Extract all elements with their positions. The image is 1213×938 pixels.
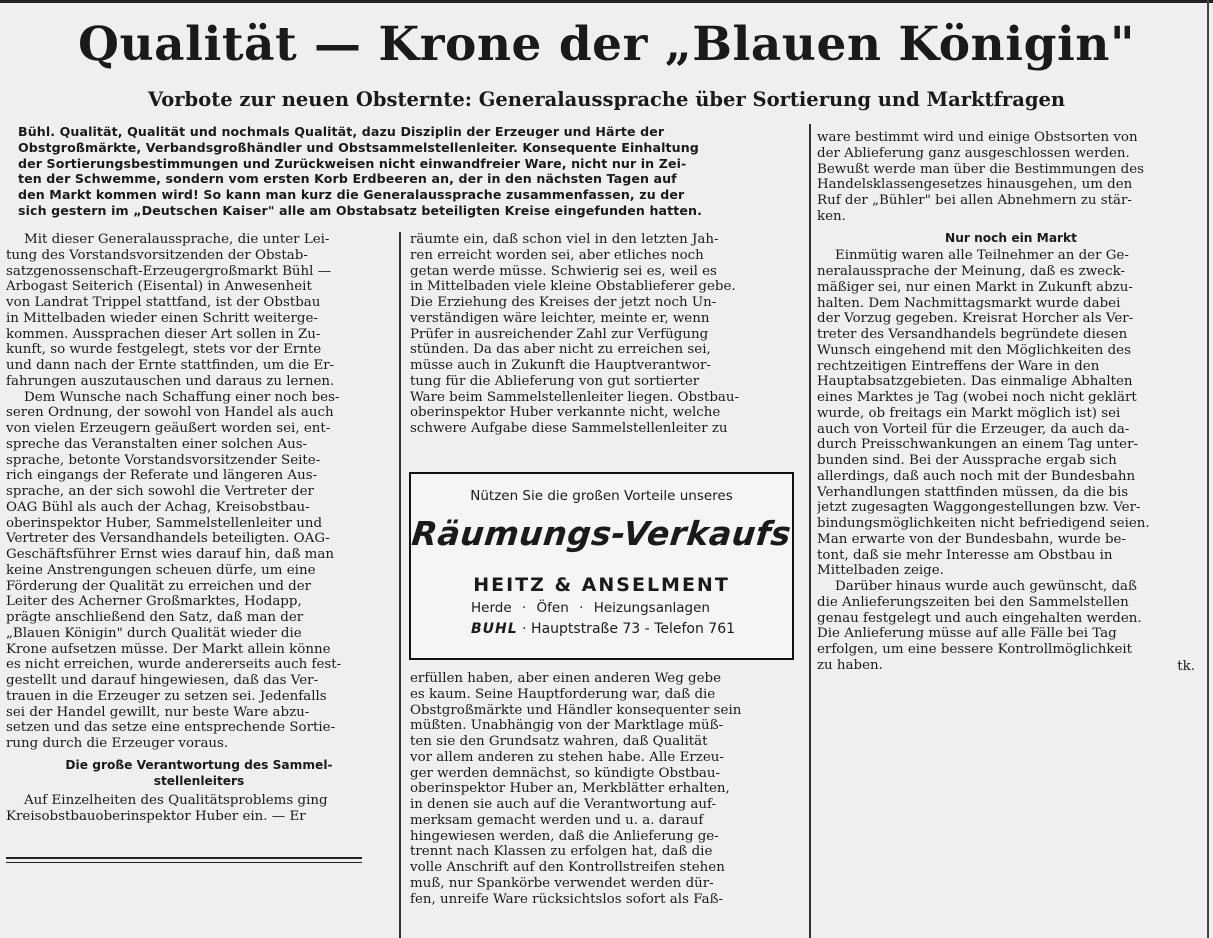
text-line: erfolgen, um eine bessere Kontrollmöglichkeit (817, 642, 1133, 657)
ad-company: HEITZ & ANSELMENT (473, 574, 730, 596)
column-2-top (410, 232, 802, 437)
subheading-line: stellenleiters (153, 773, 245, 788)
text-line: Leiter des Acherner Großmarktes, Hodapp, (6, 594, 302, 610)
text-line: oberinspektor Huber verkannte nicht, welche (410, 405, 721, 421)
text-line: zu haben. (817, 657, 883, 673)
text-line: keine Anstrengungen scheuen dürfe, um eine (6, 562, 316, 578)
column-rule-1 (399, 232, 401, 938)
column-rule-2 (809, 124, 811, 938)
text-line: mäßiger sei, nur einen Markt in Zukunft abzu- (817, 279, 1133, 295)
ad-product-3: Heizungsanlagen (593, 600, 710, 616)
column-1-subheading (6, 758, 392, 790)
text-line: sprache, an der sich sowohl die Vertreter der (6, 484, 314, 499)
text-line: Ruf der „Bühler" bei allen Abnehmern zu stär- (817, 193, 1132, 208)
text-line: satzgenossenschaft-Erzeugergroßmarkt Bühl — (6, 263, 332, 279)
column-3-body (817, 248, 1205, 673)
text-line: Prüfer in ausreichender Zahl zur Verfügung (410, 326, 709, 342)
text-line: verständigen wäre leichter, meinte er, wenn (410, 310, 710, 326)
text-line: es nicht erreichen, wurde andererseits auch fest- (6, 657, 342, 673)
column-1-tail (6, 793, 392, 825)
text-line: prägte anschließend den Satz, daß man der (6, 610, 304, 625)
text-line: vor allem anderen zu stehen habe. Alle Erzeu- (410, 749, 724, 765)
text-line: seren Ordnung, der sowohl von Handel als auch (6, 405, 334, 421)
text-line: allerdings, daß auch noch mit der Bundesbahn (817, 468, 1136, 484)
text-line: müßten. Unabhängig von der Marktlage müß- (410, 718, 724, 734)
lead-line: der Sortierungsbestimmungen und Zurückweisen nicht einwandfreier Ware, nicht nur in Zei- (18, 155, 687, 171)
text-line: Mittelbaden zeige. (817, 563, 944, 579)
text-line: trennt nach Klassen zu erfolgen hat, daß die (410, 844, 713, 860)
text-line: rich eingangs der Referate und längeren Aus- (6, 468, 318, 484)
text-line: rechtzeitigen Eintreffens der Ware in den (817, 358, 1100, 374)
text-line: spreche das Veranstalten einer solchen Aus- (6, 436, 308, 452)
text-line: halten. Dem Nachmittagsmarkt wurde dabei (817, 295, 1121, 311)
text-line: Geschäftsführer Ernst wies darauf hin, daß man (6, 547, 334, 562)
text-line: die Anlieferungszeiten bei den Sammelstellen (817, 594, 1129, 610)
advertisement (409, 472, 794, 660)
text-line: oberinspektor Huber, Sammelstellenleiter und (6, 515, 323, 531)
text-line: Vertreter des Versandhandels beteiligten. OAG- (6, 531, 330, 547)
text-line: Verhandlungen stattfinden müssen, da die bis (817, 484, 1129, 500)
text-line: Einmütig waren alle Teilnehmer an der Ge- (835, 248, 1129, 264)
text-line: erfüllen haben, aber einen anderen Weg gebe (410, 671, 722, 686)
text-line: stünden. Da das aber nicht zu erreichen sei, (410, 342, 711, 358)
text-line: müsse auch in Zukunft die Hauptverantwor- (410, 358, 711, 373)
text-line: merksam gemacht werden und u. a. darauf (410, 812, 704, 828)
column-2-bottom (410, 671, 802, 907)
text-line: kunft, so wurde festgelegt, stets vor der Ernte (6, 342, 322, 358)
text-line: ger werden demnächst, so kündigte Obstbau- (410, 765, 721, 781)
text-line: „Blauen Königin" durch Qualität wieder die (6, 625, 302, 641)
text-line: setzen und das setze eine entsprechende Sortie- (6, 720, 336, 736)
ad-intro: Nützen Sie die großen Vorteile unseres (470, 488, 733, 504)
text-line: auch von Vorteil für die Erzeuger, da auch da- (817, 421, 1130, 437)
column-3-subheading: Nur noch ein Markt (945, 230, 1077, 245)
text-line: treter des Versandhandels begründete diesen (817, 327, 1128, 342)
text-line: es kaum. Seine Hauptforderung war, daß die (410, 686, 716, 702)
section-end-rule-2 (6, 862, 362, 863)
top-rule (0, 0, 1213, 3)
column-1-body (6, 232, 392, 752)
text-line: ren erreicht worden sei, aber etliches noch (410, 247, 704, 263)
text-line: Krone aufsetzen müsse. Der Markt allein könne (6, 641, 331, 657)
lead-line: den Markt kommen wird! So kann man kurz die Generalaussprache zusammenfassen, zu der (18, 187, 685, 202)
ad-products: Herde · Öfen · Heizungsanlagen (471, 600, 710, 616)
text-line: trauen in die Erzeuger zu setzen sei. Jedenfalls (6, 688, 327, 704)
text-line: Die Erziehung des Kreises der jetzt noch Un- (410, 295, 717, 310)
lead-line: Obstgroßmärkte, Verbandsgroßhändler und Obstsammelstellenleiter. Konsequente Einhaltung (18, 139, 699, 155)
headline: Qualität — Krone der „Blauen Königin" (78, 17, 1135, 72)
text-line: Die Anlieferung müsse auf alle Fälle bei Tag (817, 626, 1117, 642)
text-line: bindungsmöglichkeiten nicht befriedigend seien. (817, 516, 1150, 531)
text-line: schwere Aufgabe diese Sammelstellenleiter zu (410, 421, 728, 436)
text-line: sprache, betonte Vorstandsvorsitzender Seite- (6, 452, 321, 468)
text-line: und dann nach der Ernte stattfinden, um die Er- (6, 358, 335, 373)
text-line: genau festgelegt und auch eingehalten werden. (817, 610, 1142, 626)
text-line: von Landrat Trippel stattfand, ist der Obstbau (6, 295, 321, 310)
text-line: muß, nur Spankörbe verwendet werden dür- (410, 875, 714, 891)
text-line: Mit dieser Generalaussprache, die unter Lei- (24, 232, 330, 247)
lead-line: ten der Schwemme, sondern vom ersten Korb Erdbeeren an, der in den nächsten Tagen auf (18, 171, 677, 187)
text-line: tung für die Ablieferung von gut sortierter (410, 373, 700, 389)
text-line: wurde, ob freitags ein Markt möglich ist) sei (817, 405, 1121, 421)
text-line: Dem Wunsche nach Schaffung einer noch bes- (24, 389, 340, 405)
text-line: Hauptabsatzgebieten. Das einmalige Abhalten (817, 374, 1133, 390)
ad-phone: Telefon 761 (654, 621, 736, 637)
text-line: ten sie den Grundsatz wahren, daß Qualität (410, 734, 708, 749)
ad-product-2: Öfen (536, 600, 569, 616)
text-line: OAG Bühl als auch der Achag, Kreisobstbau- (6, 499, 310, 515)
section-end-rule-1 (6, 857, 362, 859)
text-line: Arbogast Seiterich (Eisental) in Anwesenheit (6, 279, 312, 295)
text-line: Obstgroßmärkte und Händler konsequenter sein (410, 702, 742, 718)
right-border-rule (1207, 0, 1209, 938)
text-line: sei der Handel gewillt, nur beste Ware abzu- (6, 704, 310, 720)
author-signature: tk. (1177, 658, 1195, 674)
text-line: durch Preisschwankungen an einem Tag unter- (817, 437, 1139, 453)
text-line: fen, unreife Ware rücksichtslos sofort als Faß- (410, 891, 724, 907)
text-line: Auf Einzelheiten des Qualitätsproblems ging (24, 793, 328, 809)
text-line: Kreisobstbauoberinspektor Huber ein. — Er (6, 809, 306, 824)
text-line: volle Anschrift auf den Kontrollstreifen stehen (410, 860, 725, 875)
lead-line: sich gestern im „Deutschen Kaiser" alle am Obstabsatz beteiligten Kreise eingefunden hatten. (18, 202, 702, 218)
text-line: ware bestimmt wird und einige Obstsorten von (817, 130, 1138, 145)
ad-product-1: Herde (471, 600, 512, 616)
text-line: bunden sind. Bei der Aussprache ergab sich (817, 453, 1117, 468)
text-line: rung durch die Erzeuger voraus. (6, 736, 229, 751)
text-line: der Vorzug gegeben. Kreisrat Horcher als Ver- (817, 311, 1134, 327)
ad-address: BUHL · Hauptstraße 73 - Telefon 761 (471, 621, 736, 637)
lead-line: Bühl. Qualität, Qualität und nochmals Qualität, dazu Disziplin der Erzeuger und Härte der (18, 124, 665, 139)
text-line: tung des Vorstandsvorsitzenden der Obstab- (6, 247, 308, 263)
text-line: Darüber hinaus wurde auch gewünscht, daß (835, 579, 1137, 594)
text-line: eines Marktes je Tag (wobei noch nicht geklärt (817, 390, 1137, 405)
text-line: Bewußt werde man über die Bestimmungen des (817, 161, 1145, 177)
column-1 (6, 232, 392, 825)
text-line: Förderung der Qualität zu erreichen und der (6, 578, 312, 594)
text-line: neralaussprache der Meinung, daß es zweck- (817, 264, 1126, 279)
text-line: Wunsch eingehend mit den Möglichkeiten des (817, 342, 1131, 358)
ad-street: Hauptstraße 73 (531, 621, 641, 637)
text-line: in Mittelbaden viele kleine Obstablieferer gebe. (410, 279, 736, 295)
text-line: der Ablieferung ganz ausgeschlossen werden. (817, 145, 1130, 161)
column-3 (817, 130, 1205, 674)
text-line: jetzt zugesagten Waggongestellungen bzw. Ver- (817, 500, 1141, 516)
text-line: von vielen Erzeugern geäußert worden sei, ent- (6, 421, 331, 436)
text-line: getan werde müsse. Schwierig sei es, weil es (410, 263, 717, 279)
text-line: hingewiesen werden, daß die Anlieferung ge- (410, 828, 719, 844)
lead-paragraph (18, 124, 808, 219)
text-line: oberinspektor Huber an, Merkblätter erhalten, (410, 781, 730, 797)
text-line: fahrungen auszutauschen und daraus zu lernen. (6, 373, 335, 389)
ad-city: BUHL (471, 621, 518, 637)
text-line: Handelsklassengesetzes hinausgehen, um den (817, 177, 1133, 193)
ad-title: Räumungs-Verkaufs (409, 514, 794, 553)
subheading-line: Die große Verantwortung des Sammel- (65, 757, 333, 772)
text-line: gestellt und darauf hingewiesen, daß das Ver- (6, 673, 319, 688)
text-line: tont, daß sie mehr Interesse am Obstbau in (817, 547, 1113, 563)
text-line: ken. (817, 208, 846, 224)
text-line: Ware beim Sammelstellenleiter liegen. Obstbau- (410, 389, 740, 405)
text-line: räumte ein, daß schon viel in den letzten Jah- (410, 232, 719, 247)
column-3-intro (817, 130, 1205, 225)
text-line: in Mittelbaden wieder einen Schritt weiterge- (6, 310, 318, 326)
text-line: kommen. Aussprachen dieser Art sollen in Zu- (6, 326, 321, 342)
subheadline: Vorbote zur neuen Obsternte: Generalaussprache über Sortierung und Marktfragen (147, 88, 1066, 111)
text-line: Man erwarte von der Bundesbahn, wurde be- (817, 531, 1127, 547)
text-line: in denen sie auch auf die Verantwortung auf- (410, 797, 717, 812)
